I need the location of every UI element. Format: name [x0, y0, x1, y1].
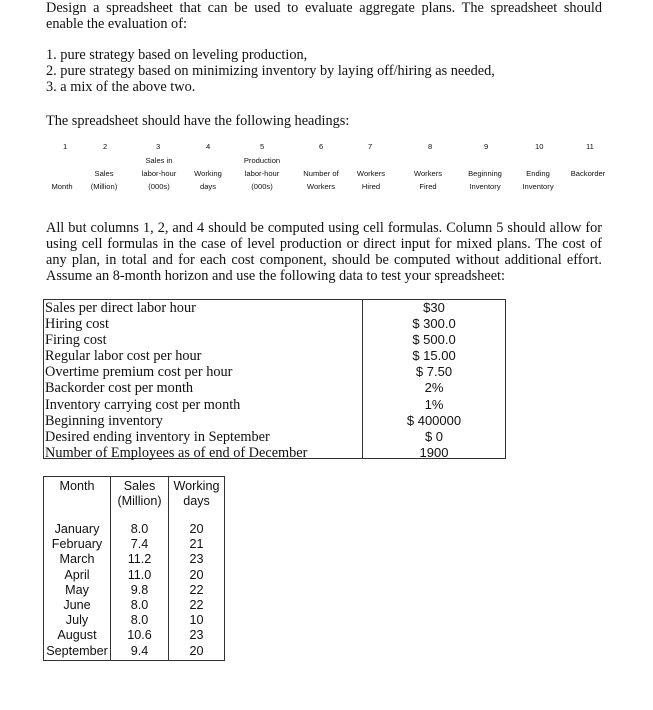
- month-cell: January: [54, 522, 100, 536]
- days-cell: 20: [189, 643, 204, 658]
- parameter-value: $ 400000: [406, 412, 462, 428]
- parameter-label: Regular labor cost per hour: [45, 348, 202, 365]
- spreadsheet-headings: [40, 142, 610, 204]
- days-cell: 21: [189, 537, 204, 552]
- working-days-header: Working days: [173, 479, 220, 508]
- column-number: 1: [63, 142, 68, 151]
- column-number: 3: [156, 142, 161, 151]
- month-cell: August: [57, 628, 97, 643]
- header-backorder: Backorder: [570, 169, 606, 178]
- sales-header: Sales (Million): [117, 479, 162, 508]
- header-sales: Sales (Million): [90, 169, 118, 191]
- header-month: Month: [51, 182, 73, 191]
- column-number: 7: [368, 142, 373, 151]
- header-workers-hired: Workers Hired: [356, 169, 386, 191]
- header-number-of-workers: Number of Workers: [303, 169, 339, 191]
- column-number: 4: [206, 142, 211, 151]
- header-beginning-inventory: Beginning Inventory: [468, 169, 502, 191]
- header-sales-labor-hour: Sales in labor-hour (000s): [141, 156, 177, 191]
- sales-cell: 7.4: [130, 537, 149, 552]
- parameter-label: Beginning inventory: [45, 412, 163, 429]
- parameter-label: Sales per direct labor hour: [45, 300, 196, 316]
- parameter-value: $ 7.50: [415, 364, 453, 380]
- header-ending-inventory: Ending Inventory: [522, 169, 554, 191]
- headings-intro: The spreadsheet should have the following headings:: [46, 113, 350, 129]
- parameter-value: 1900: [419, 444, 449, 460]
- month-cell: June: [63, 598, 91, 613]
- strategy-item: 1. pure strategy based on leveling production,: [46, 47, 308, 63]
- column-number: 6: [319, 142, 324, 151]
- parameter-value: $ 500.0: [412, 332, 456, 348]
- month-header: Month: [59, 479, 95, 493]
- column-number: 11: [586, 142, 594, 151]
- sales-cell: 11.2: [127, 552, 152, 567]
- strategy-list: [46, 47, 495, 95]
- intro-paragraph: Design a spreadsheet that can be used to evaluate aggregate plans. The spreadsheet should enable the evaluation of:: [46, 0, 602, 32]
- days-cell: 22: [189, 582, 204, 597]
- parameters-table: [43, 299, 506, 459]
- header-working-days: Working days: [194, 169, 222, 191]
- month-cell: February: [51, 537, 103, 552]
- column-number: 5: [260, 142, 265, 151]
- column-number: 8: [428, 142, 433, 151]
- header-production-labor-hour: Production labor-hour (000s): [243, 156, 281, 191]
- month-cell: April: [64, 567, 90, 582]
- working-days-column: [169, 477, 224, 660]
- month-cell: March: [59, 552, 95, 567]
- parameter-value: 2%: [424, 380, 444, 396]
- parameter-label: Desired ending inventory in September: [45, 428, 270, 445]
- parameter-label: Inventory carrying cost per month: [45, 396, 241, 413]
- parameter-label: Hiring cost: [45, 316, 109, 333]
- days-cell: 23: [189, 552, 204, 567]
- column-numbers: [40, 142, 610, 154]
- header-workers-fired: Workers Fired: [413, 169, 443, 191]
- month-column: [44, 477, 111, 660]
- sales-cell: 8.0: [130, 522, 149, 536]
- sales-cell: 8.0: [130, 613, 149, 628]
- column-number: 10: [535, 142, 544, 151]
- parameter-label: Backorder cost per month: [45, 380, 194, 397]
- parameter-label: Firing cost: [45, 332, 107, 349]
- instructions-paragraph: All but columns 1, 2, and 4 should be computed using cell formulas. Column 5 should allow for using cell formulas in the case of level production or direct input for mixed plans. The cost of any plan, in total and for each cost component, should be computed without additional effort. Assume an 8-month horizon and use the following data to test your spreadsheet:: [46, 220, 602, 284]
- sales-column: [111, 477, 169, 660]
- parameter-label: Overtime premium cost per hour: [45, 364, 233, 381]
- month-cell: September: [46, 643, 108, 658]
- column-number: 9: [484, 142, 489, 151]
- days-cell: 10: [189, 613, 204, 628]
- column-headers: [40, 154, 610, 204]
- parameter-values: [363, 300, 505, 461]
- column-number: 2: [103, 142, 108, 151]
- days-cell: 20: [189, 567, 204, 582]
- sales-cell: 10.6: [127, 628, 152, 643]
- sales-cell: 8.0: [130, 598, 149, 613]
- parameter-value: $ 0: [424, 428, 444, 444]
- month-cell: May: [65, 582, 89, 597]
- monthly-data-table: [43, 476, 225, 661]
- parameter-value: $ 300.0: [412, 316, 456, 332]
- sales-cell: 9.8: [130, 582, 149, 597]
- days-cell: 23: [189, 628, 204, 643]
- strategy-item: 2. pure strategy based on minimizing inventory by laying off/hiring as needed,: [46, 63, 495, 79]
- strategy-item: 3. a mix of the above two.: [46, 79, 196, 95]
- days-cell: 20: [189, 522, 204, 536]
- month-cell: July: [65, 613, 89, 628]
- sales-cell: 11.0: [127, 567, 152, 582]
- sales-cell: 9.4: [130, 643, 149, 658]
- parameter-value: 1%: [424, 396, 444, 412]
- days-cell: 22: [189, 598, 204, 613]
- parameter-value: $30: [423, 300, 445, 315]
- parameter-labels: [44, 300, 363, 461]
- parameter-value: $ 15.00: [412, 348, 456, 364]
- parameter-label: Number of Employees as of end of December: [45, 444, 308, 461]
